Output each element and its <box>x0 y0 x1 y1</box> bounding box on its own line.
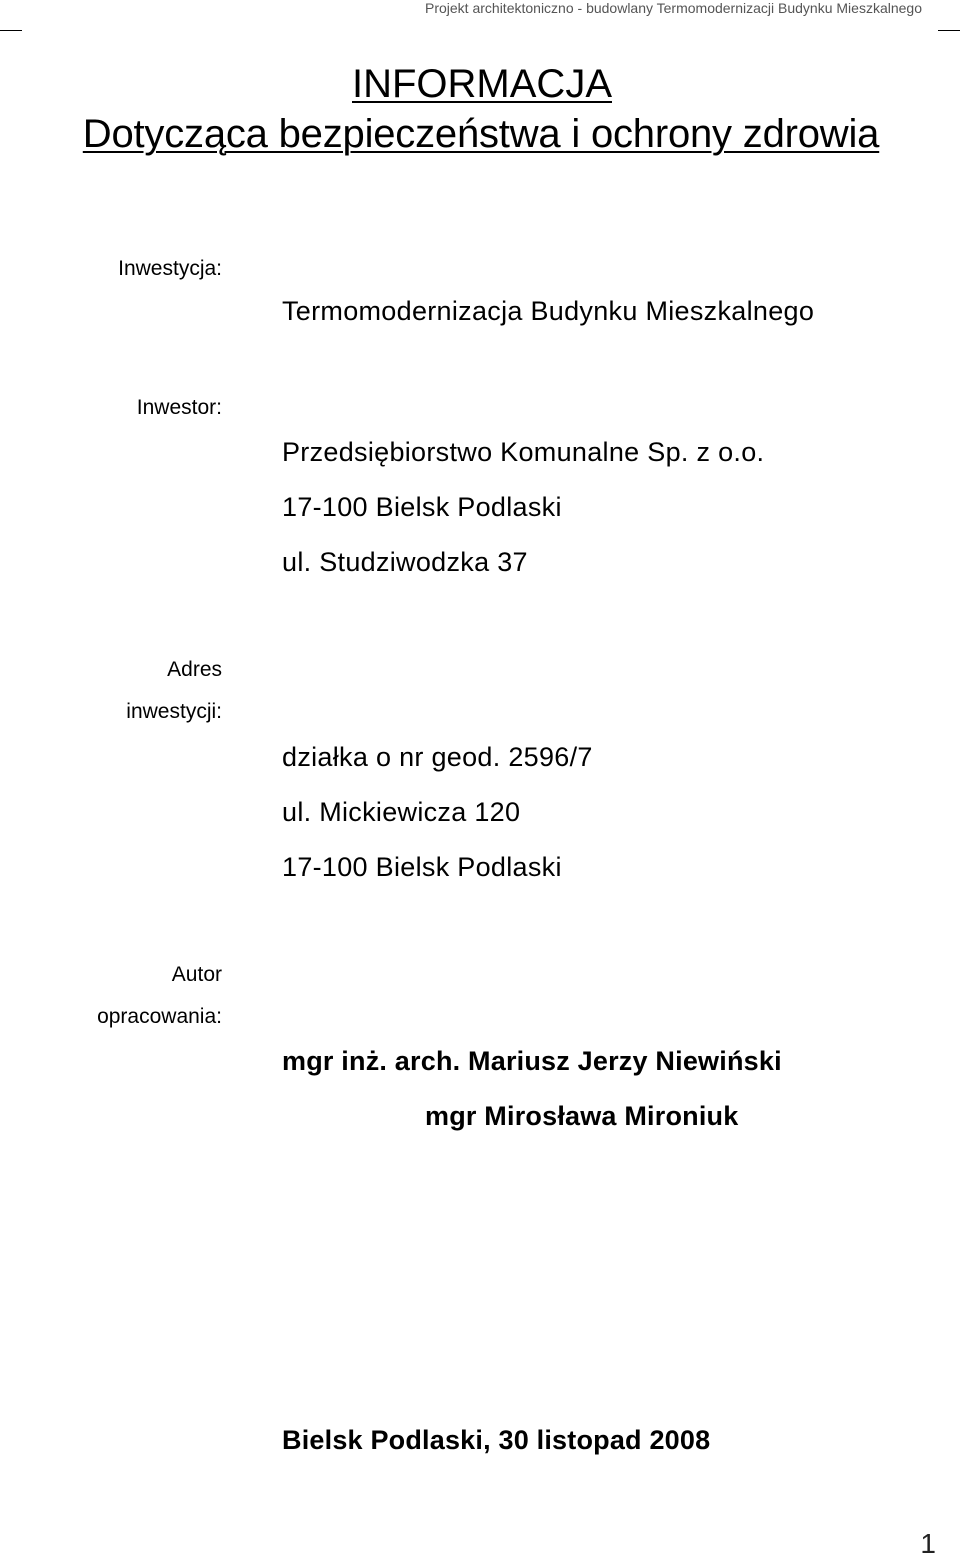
header-rule-left <box>0 30 22 31</box>
address-street: ul. Mickiewicza 120 <box>282 797 521 827</box>
author-secondary: mgr Mirosława Mironiuk <box>425 1101 739 1131</box>
investment-label: Inwestycja: <box>118 257 222 280</box>
running-header: Projekt architektoniczno - budowlany Termomodernizacji Budynku Mieszkalnego <box>425 0 922 16</box>
investor-name: Przedsiębiorstwo Komunalne Sp. z o.o. <box>282 437 765 467</box>
document-subtitle: Dotycząca bezpieczeństwa i ochrony zdrowia <box>82 112 880 156</box>
investment-value: Termomodernizacja Budynku Mieszkalnego <box>282 296 815 326</box>
investor-label: Inwestor: <box>136 396 222 419</box>
address-plot: działka o nr geod. 2596/7 <box>282 742 593 772</box>
investor-city: 17-100 Bielsk Podlaski <box>282 492 562 522</box>
author-primary: mgr inż. arch. Mariusz Jerzy Niewiński <box>282 1046 782 1076</box>
author-label-line2: opracowania: <box>97 1005 222 1028</box>
document-title: INFORMACJA <box>352 62 612 106</box>
address-label-line1: Adres <box>167 658 222 681</box>
address-label-line2: inwestycji: <box>126 700 222 723</box>
header-rule-right <box>938 30 960 31</box>
place-date: Bielsk Podlaski, 30 listopad 2008 <box>282 1425 711 1455</box>
investor-street: ul. Studziwodzka 37 <box>282 547 528 577</box>
author-label-line1: Autor <box>171 963 222 986</box>
page-number: 1 <box>920 1528 936 1559</box>
address-city: 17-100 Bielsk Podlaski <box>282 852 562 882</box>
